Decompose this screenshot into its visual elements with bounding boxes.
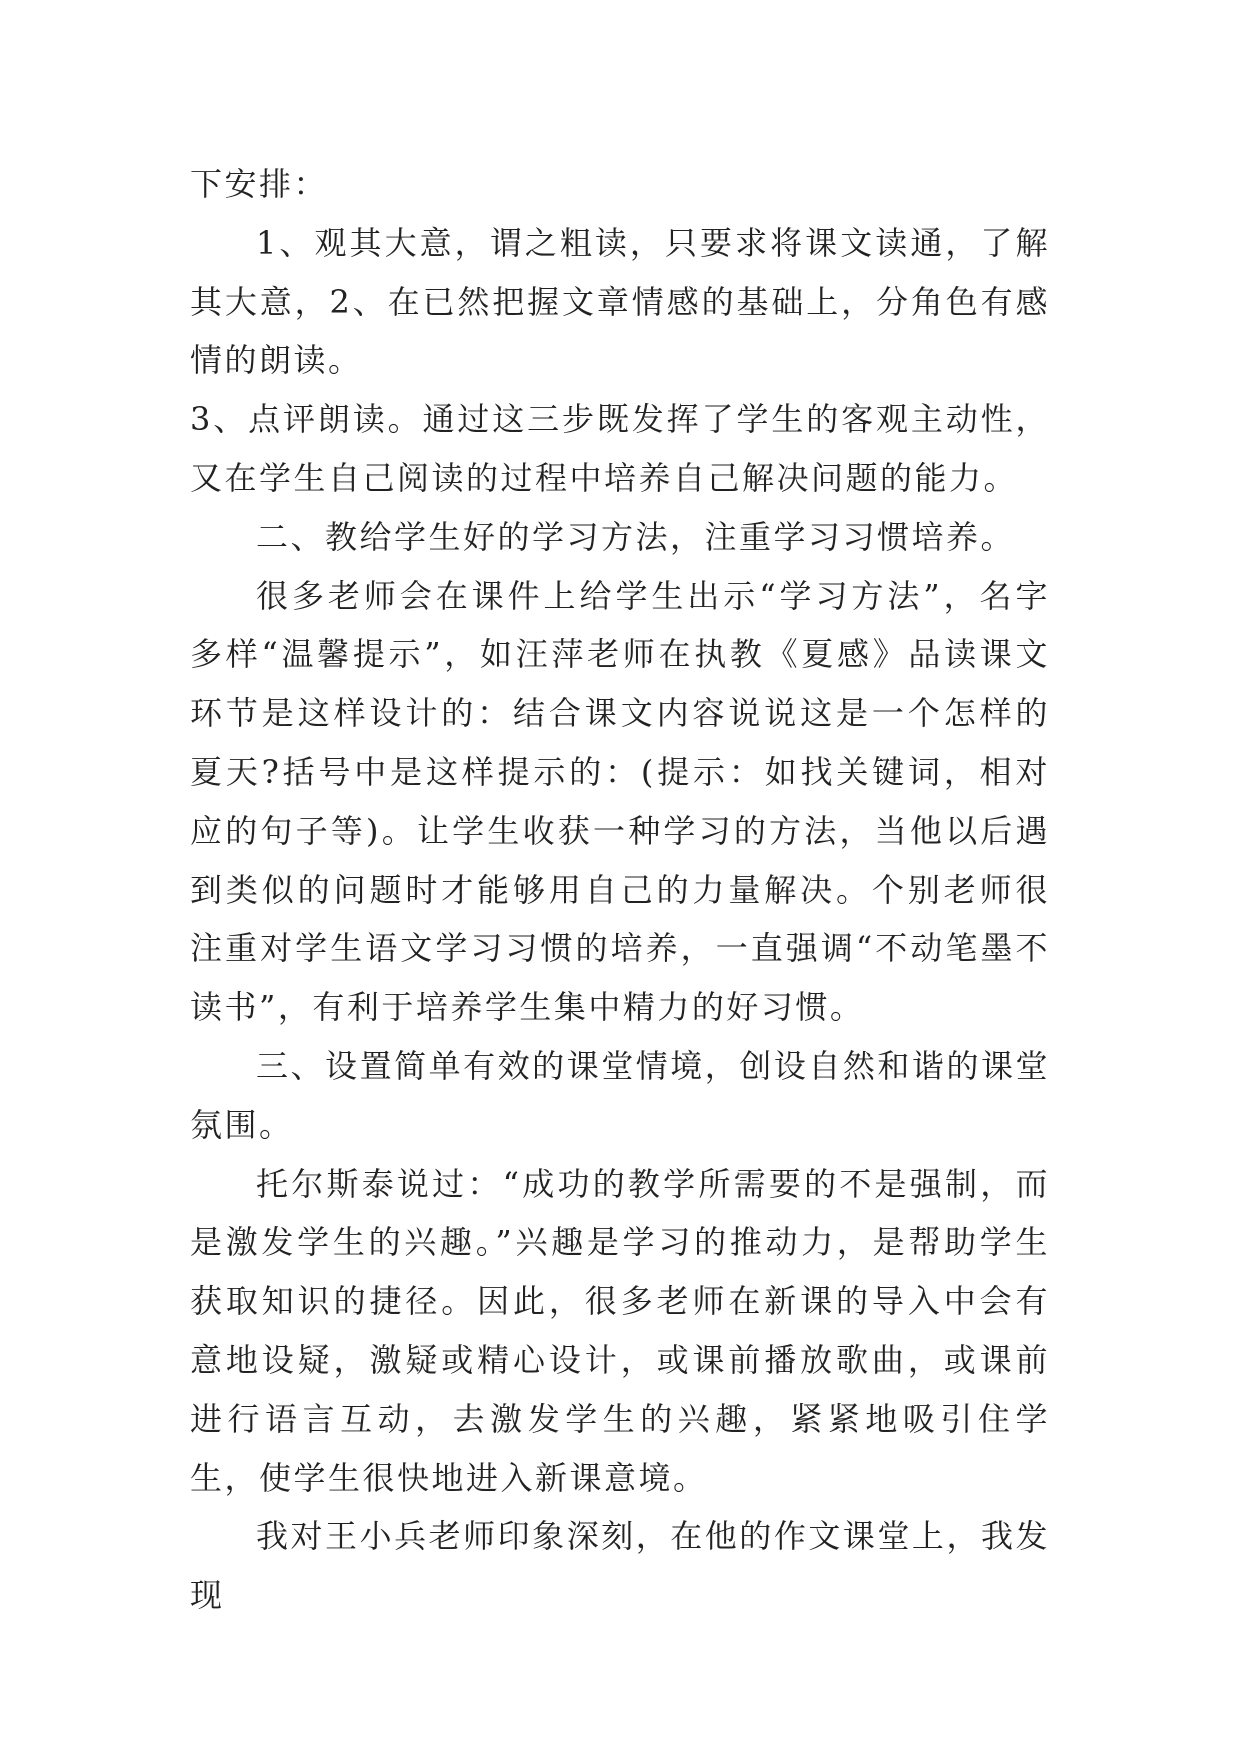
section-heading-two: 二、教给学生好的学习方法，注重学习习惯培养。 [256,517,1016,556]
paragraph-continuation: 下安排： [190,165,329,203]
paragraph-step-three: 3、点评朗读。通过这三步既发挥了学生的客观主动性，又在学生自己阅读的过程中培养自己解决问题的能力。 [190,400,1050,497]
document-page [190,155,1050,1625]
paragraph-wang-xiaobing: 我对王小兵老师印象深刻，在他的作文课堂上，我发现 [190,1517,1050,1615]
section-heading-three: 三、设置简单有效的课堂情境，创设自然和谐的课堂氛围。 [190,1046,1050,1144]
paragraph-study-methods: 很多老师会在课件上给学生出示“学习方法”，名字多样“温馨提示”，如汪萍老师在执教《夏感》品读课文环节是这样设计的：结合课文内容说说这是一个怎样的夏天?括号中是这样提示的：(提示：如找关键词，相对应的句子等)。让学生收获一种学习的方法，当他以后遇到类似的问题时才能够用自己的力量解决。个别老师很注重对学生语文学习习惯的培养，一直强调“不动笔墨不读书”，有利于培养学生集中精力的好习惯。 [190,576,1050,1027]
paragraph-tolstoy-quote: 托尔斯泰说过：“成功的教学所需要的不是强制，而是激发学生的兴趣。”兴趣是学习的推动力，是帮助学生获取知识的捷径。因此，很多老师在新课的导入中会有意地设疑，激疑或精心设计，或课前播放歌曲，或课前进行语言互动，去激发学生的兴趣，紧紧地吸引住学生，使学生很快地进入新课意境。 [190,1164,1050,1497]
paragraph-reading-steps: 1、观其大意，谓之粗读，只要求将课文读通，了解其大意，2、在已然把握文章情感的基础上，分角色有感情的朗读。 [190,223,1050,380]
